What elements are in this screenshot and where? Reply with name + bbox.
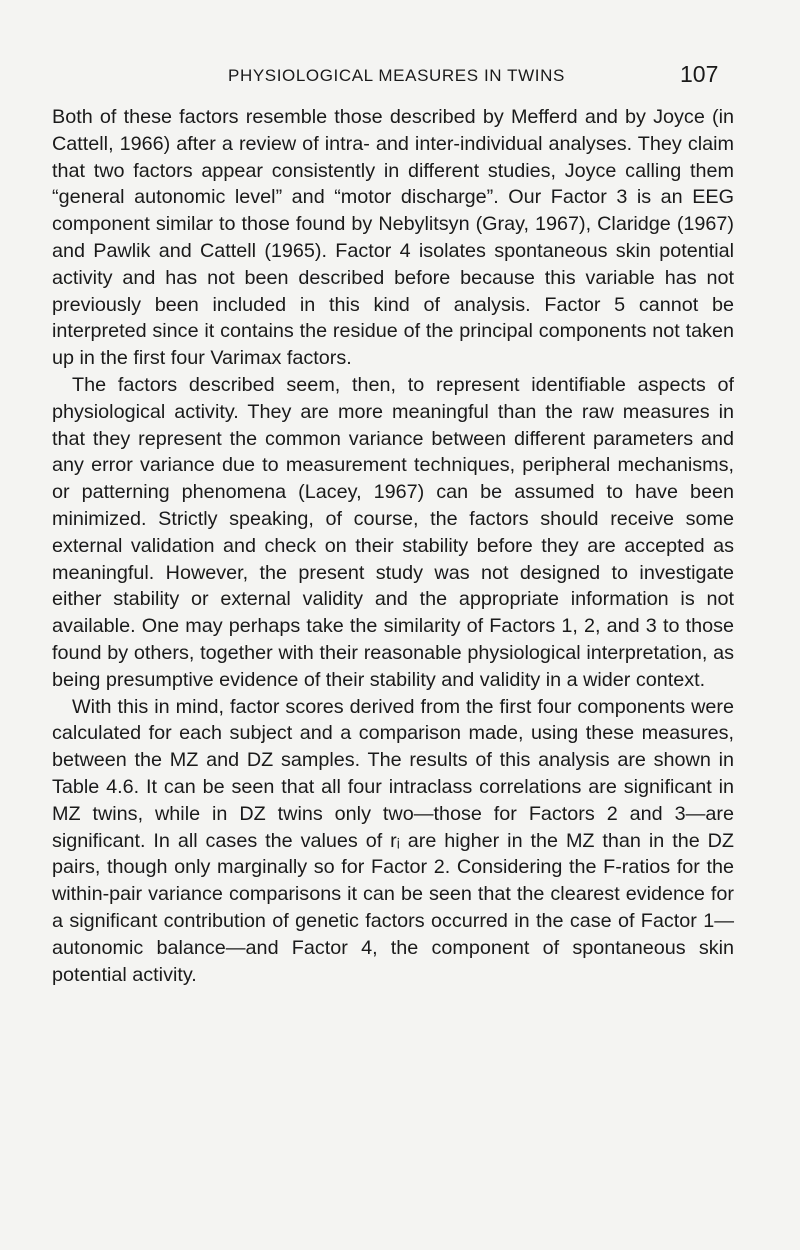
- paragraph-2: The factors described seem, then, to represent identifiable aspects of physiological activity. They are more meaningful than the raw measures in that they represent the common variance between different parameters and any error variance due to measurement techniques, peripheral mechanisms, or patterning phenomena (Lacey, 1967) can be assumed to have been minimized. Strictly speaking, of course, the factors should receive some external validation and check on their stability before they are accepted as meaningful. However, the present study was not designed to investigate either stability or external validity and the appropriate information is not available. One may perhaps take the similarity of Factors 1, 2, and 3 to those found by others, together with their reasonable physiological interpretation, as being presumptive evidence of their stability and validity in a wider context.: [52, 373, 734, 691]
- page-number: 107: [680, 61, 719, 87]
- paragraph-3: With this in mind, factor scores derived from the first four components were calculated for each subject and a comparison made, using these measures, between the MZ and DZ samples. The results of this analysis are shown in Table 4.6. It can be seen that all four intraclass correlations are significant in MZ twins, while in DZ twins only two—those for Factors 2 and 3—are significant. In all cases the values of rᵢ are higher in the MZ than in the DZ pairs, though only marginally so for Factor 2. Considering the F-ratios for the within-pair variance comparisons it can be seen that the clearest evidence for a significant contribution of genetic factors occurred in the case of Factor 1—autonomic balance—and Factor 4, the component of spontaneous skin potential activity.: [52, 695, 734, 986]
- body-text: [52, 104, 734, 988]
- paragraph-1: Both of these factors resemble those described by Mefferd and by Joyce (in Cattell, 1966) after a review of intra- and inter-individual analyses. They claim that two factors appear consistently in different studies, Joyce calling them “general autonomic level” and “motor discharge”. Our Factor 3 is an EEG component similar to those found by Nebylitsyn (Gray, 1967), Claridge (1967) and Pawlik and Cattell (1965). Factor 4 isolates spontaneous skin potential activity and has not been described before because this variable has not previously been included in this kind of analysis. Factor 5 cannot be interpreted since it contains the residue of the principal components not taken up in the first four Varimax factors.: [52, 106, 734, 370]
- running-head: PHYSIOLOGICAL MEASURES IN TWINS: [228, 66, 565, 85]
